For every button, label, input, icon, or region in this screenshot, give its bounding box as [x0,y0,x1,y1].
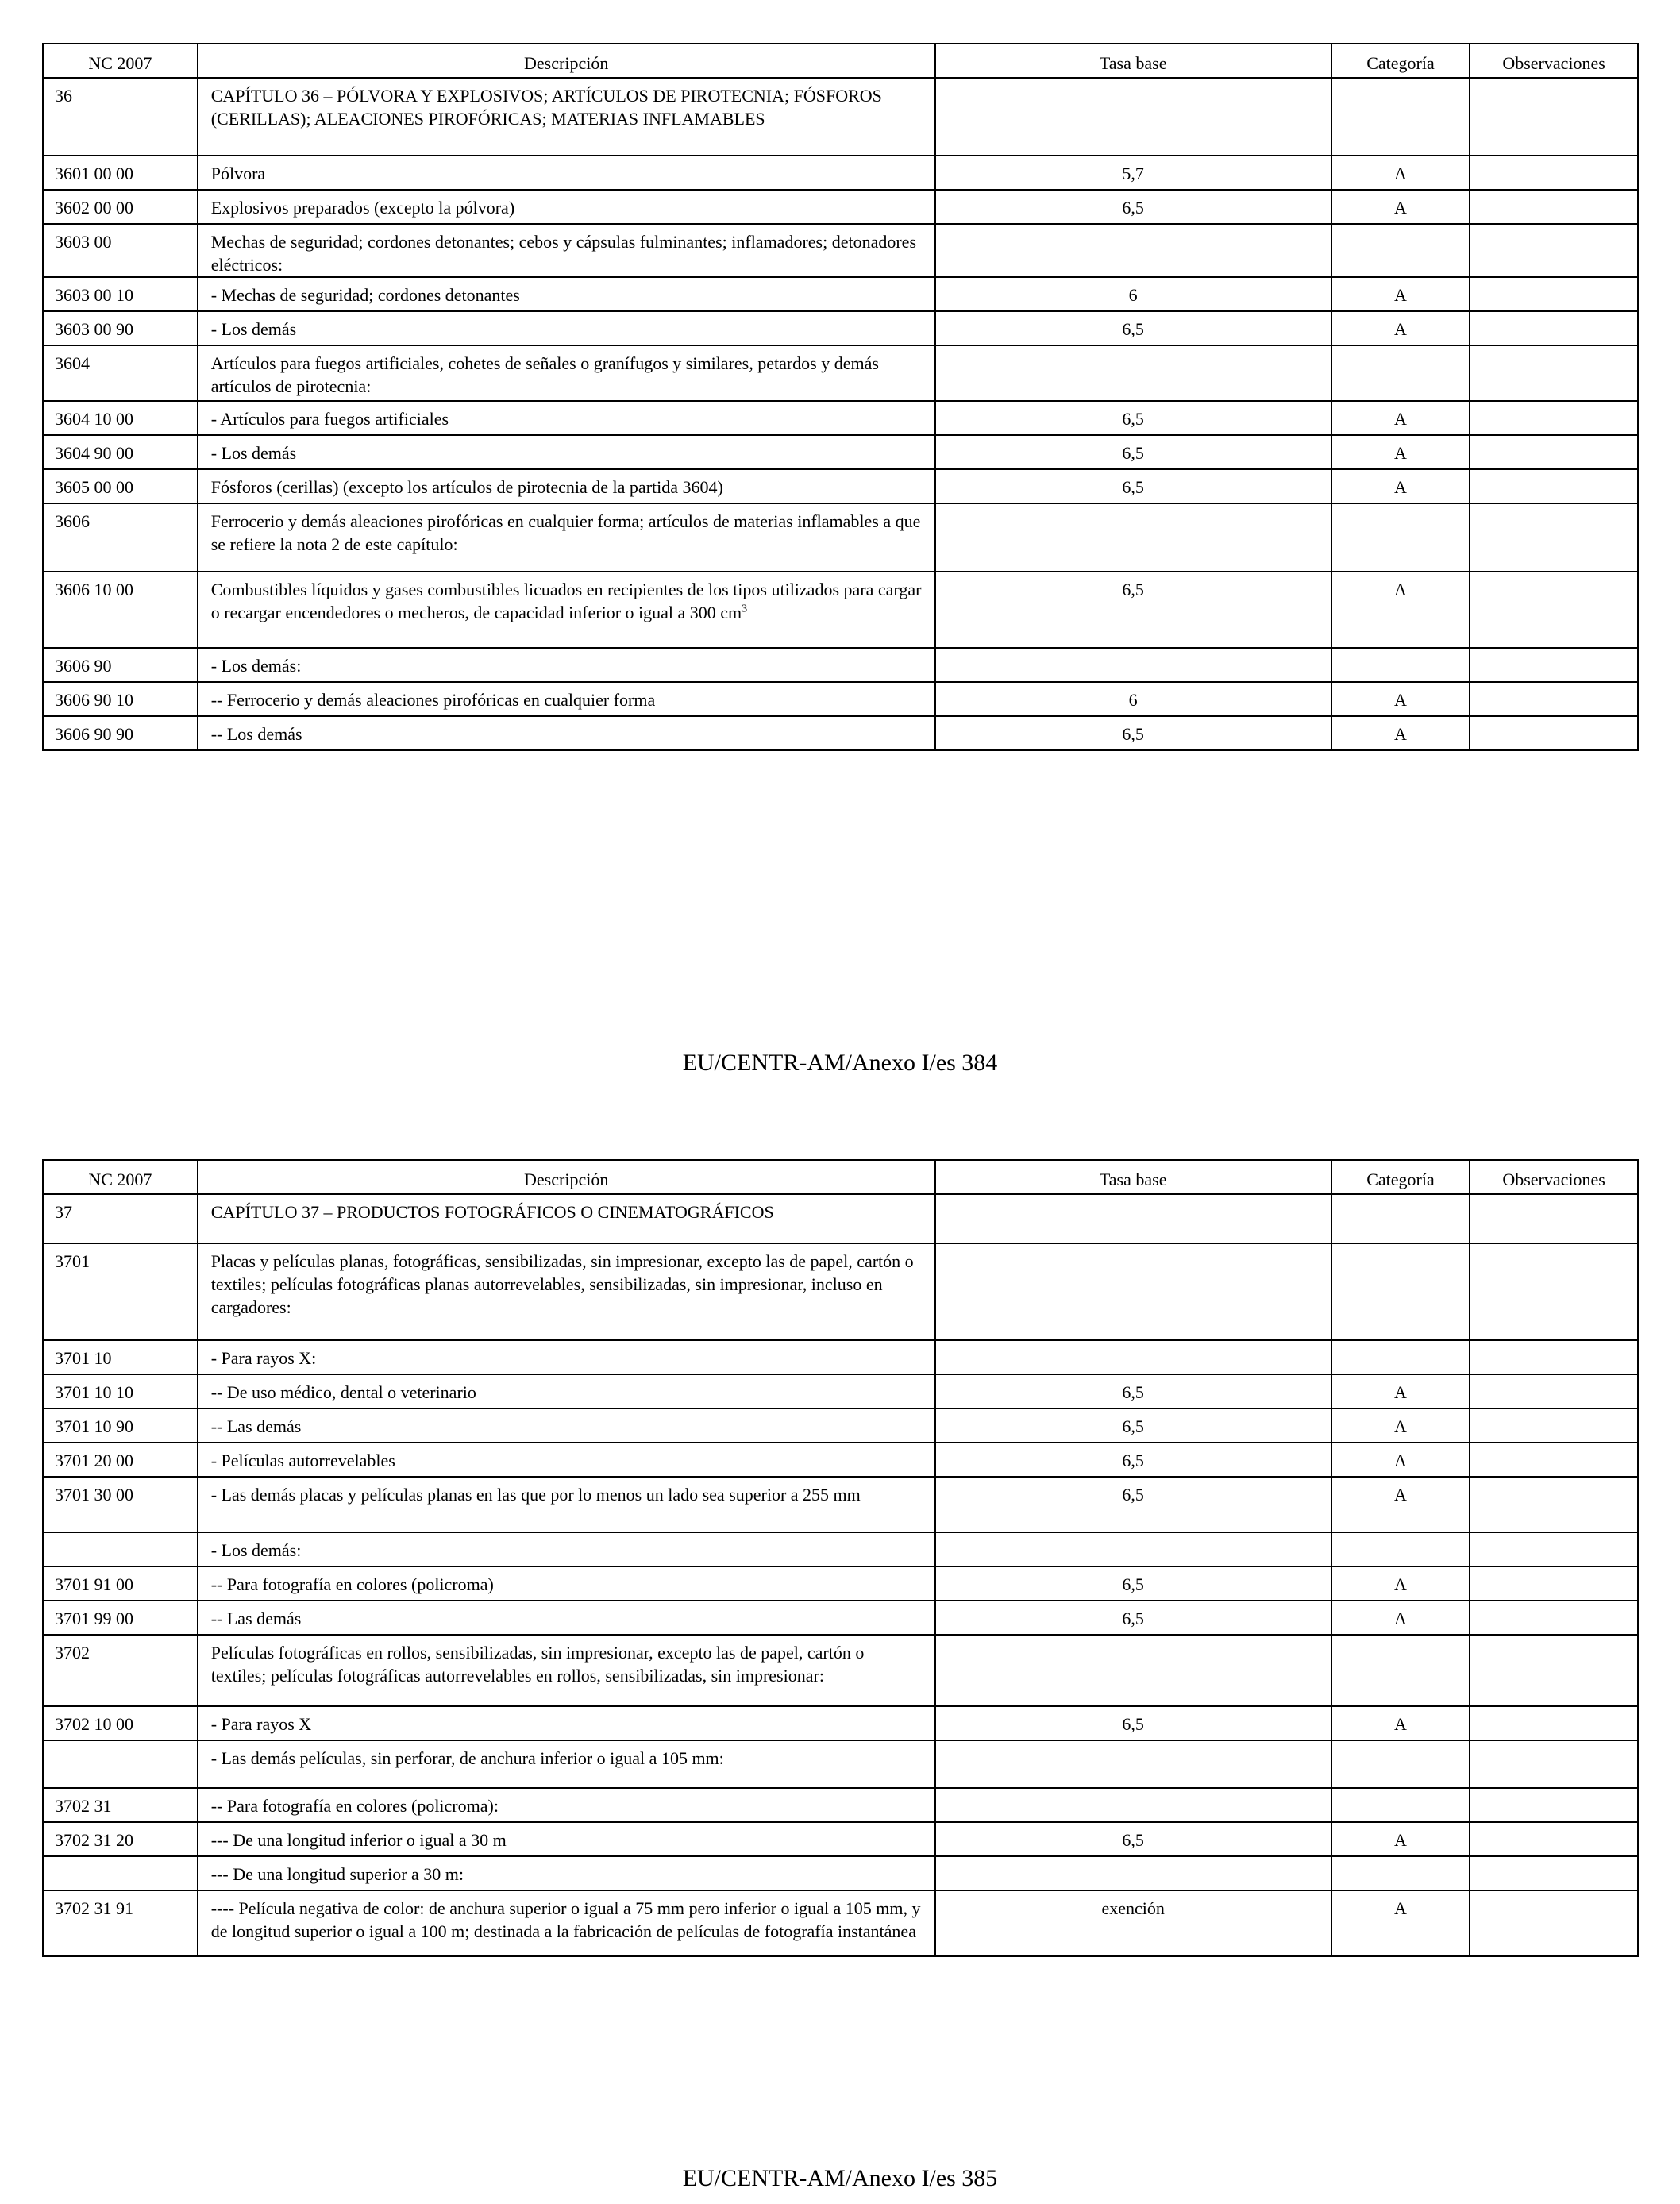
observations-cell [1470,311,1638,345]
description-cell: - Artículos para fuegos artificiales [198,401,935,435]
description-cell: Películas fotográficas en rollos, sensibilizadas, sin impresionar, excepto las de papel, cartón o textiles; películas fotográficas autorrevelables en rollos, sensibilizadas, sin impresionar: [198,1635,935,1706]
description-cell: CAPÍTULO 36 – PÓLVORA Y EXPLOSIVOS; ARTÍCULOS DE PIROTECNIA; FÓSFOROS (CERILLAS); ALEACIONES PIROFÓRICAS; MATERIAS INFLAMABLES [198,78,935,156]
base-rate-cell [935,1243,1331,1340]
category-cell: A [1331,277,1470,311]
observations-cell [1470,1194,1638,1243]
nc-code-cell: 3701 91 00 [43,1566,198,1601]
observations-cell [1470,345,1638,401]
nc-code-cell: 3702 [43,1635,198,1706]
base-rate-cell [935,1532,1331,1566]
nc-code-cell: 3702 31 [43,1788,198,1822]
nc-code-cell: 3606 90 [43,648,198,682]
header-tasa-base: Tasa base [935,1160,1331,1194]
description-cell: --- De una longitud inferior o igual a 30 m [198,1822,935,1856]
observations-cell [1470,1477,1638,1532]
nc-code-cell: 3602 00 00 [43,190,198,224]
description-cell: --- De una longitud superior a 30 m: [198,1856,935,1890]
header-observaciones: Observaciones [1470,44,1638,78]
description-cell: - Los demás: [198,648,935,682]
observations-cell [1470,503,1638,572]
observations-cell [1470,401,1638,435]
observations-cell [1470,1374,1638,1408]
description-cell: -- De uso médico, dental o veterinario [198,1374,935,1408]
table-row [43,1566,1638,1601]
table-row [43,1243,1638,1340]
description-cell: - Películas autorrevelables [198,1443,935,1477]
nc-code-cell: 3701 10 [43,1340,198,1374]
description-cell: -- Para fotografía en colores (policroma) [198,1566,935,1601]
base-rate-cell: 6,5 [935,1822,1331,1856]
nc-code-cell: 3606 10 00 [43,572,198,648]
nc-code-cell: 3603 00 90 [43,311,198,345]
base-rate-cell [935,78,1331,156]
observations-cell [1470,682,1638,716]
table-row [43,224,1638,277]
description-cell: - Los demás [198,435,935,469]
header-nc-2007: NC 2007 [43,44,198,78]
nc-code-cell: 3604 90 00 [43,435,198,469]
category-cell: A [1331,1890,1470,1956]
category-cell: A [1331,1601,1470,1635]
table-row [43,1477,1638,1532]
category-cell: A [1331,156,1470,190]
header-descripcion: Descripción [198,44,935,78]
table-row [43,572,1638,648]
table-row [43,435,1638,469]
table-row [43,1374,1638,1408]
observations-cell [1470,1243,1638,1340]
nc-code-cell: 3701 10 10 [43,1374,198,1408]
table-row [43,1788,1638,1822]
observations-cell [1470,190,1638,224]
description-cell: Combustibles líquidos y gases combustibles licuados en recipientes de los tipos utilizados para cargar o recargar encendedores o mecheros, de capacidad inferior o igual a 300 $cm^3$ [198,572,935,648]
description-cell: Ferrocerio y demás aleaciones pirofóricas en cualquier forma; artículos de materias inflamables a que se refiere la nota 2 de este capítulo: [198,503,935,572]
base-rate-cell: 6,5 [935,1443,1331,1477]
observations-cell [1470,277,1638,311]
nc-code-cell [43,1856,198,1890]
description-cell: - Los demás [198,311,935,345]
category-cell [1331,503,1470,572]
description-cell: - Para rayos X [198,1706,935,1740]
base-rate-cell: 6,5 [935,1477,1331,1532]
base-rate-cell: 6 [935,682,1331,716]
base-rate-cell [935,224,1331,277]
category-cell [1331,1788,1470,1822]
base-rate-cell: 6,5 [935,469,1331,503]
nc-code-cell: 3604 [43,345,198,401]
nc-code-cell: 36 [43,78,198,156]
base-rate-cell: 6,5 [935,401,1331,435]
base-rate-cell [935,648,1331,682]
category-cell: A [1331,1374,1470,1408]
category-cell: A [1331,401,1470,435]
observations-cell [1470,224,1638,277]
description-cell: -- Los demás [198,716,935,750]
category-cell: A [1331,682,1470,716]
tariff-table-chapter-37 [42,1159,1639,1957]
nc-code-cell: 3606 90 90 [43,716,198,750]
table-row [43,716,1638,750]
table-row [43,190,1638,224]
table-row [43,1194,1638,1243]
table-row [43,1532,1638,1566]
base-rate-cell: 6,5 [935,1408,1331,1443]
base-rate-cell: 6,5 [935,1566,1331,1601]
nc-code-cell: 3702 31 91 [43,1890,198,1956]
base-rate-cell [935,1788,1331,1822]
nc-code-cell: 3701 30 00 [43,1477,198,1532]
header-descripcion: Descripción [198,1160,935,1194]
observations-cell [1470,469,1638,503]
page-footer-384: EU/CENTR-AM/Anexo I/es 384 [682,1050,998,1076]
category-cell: A [1331,311,1470,345]
category-cell: A [1331,1477,1470,1532]
table-row [43,648,1638,682]
table-row [43,311,1638,345]
page-footer-385: EU/CENTR-AM/Anexo I/es 385 [682,2165,998,2191]
description-cell: -- Ferrocerio y demás aleaciones pirofóricas en cualquier forma [198,682,935,716]
category-cell: A [1331,716,1470,750]
table-row [43,1706,1638,1740]
observations-cell [1470,78,1638,156]
nc-code-cell: 3601 00 00 [43,156,198,190]
nc-code-cell [43,1532,198,1566]
observations-cell [1470,156,1638,190]
observations-cell [1470,1532,1638,1566]
observations-cell [1470,1566,1638,1601]
nc-code-cell: 37 [43,1194,198,1243]
observations-cell [1470,1408,1638,1443]
description-cell: - Los demás: [198,1532,935,1566]
observations-cell [1470,435,1638,469]
observations-cell [1470,572,1638,648]
table-row [43,682,1638,716]
observations-cell [1470,1740,1638,1788]
category-cell: A [1331,1706,1470,1740]
description-cell: - Las demás placas y películas planas en las que por lo menos un lado sea superior a 255 mm [198,1477,935,1532]
nc-code-cell: 3606 90 10 [43,682,198,716]
category-cell: A [1331,1408,1470,1443]
nc-code-cell: 3701 99 00 [43,1601,198,1635]
observations-cell [1470,1340,1638,1374]
header-observaciones: Observaciones [1470,1160,1638,1194]
table-row [43,1340,1638,1374]
base-rate-cell: 6,5 [935,1706,1331,1740]
description-cell: -- Para fotografía en colores (policroma): [198,1788,935,1822]
nc-code-cell: 3702 31 20 [43,1822,198,1856]
observations-cell [1470,1443,1638,1477]
category-cell [1331,1243,1470,1340]
category-cell [1331,1635,1470,1706]
table-row [43,1856,1638,1890]
header-categoria: Categoría [1331,1160,1470,1194]
observations-cell [1470,1822,1638,1856]
category-cell [1331,78,1470,156]
table-row [43,1740,1638,1788]
base-rate-cell: 6,5 [935,1601,1331,1635]
description-cell: Explosivos preparados (excepto la pólvora) [198,190,935,224]
category-cell [1331,1532,1470,1566]
header-categoria: Categoría [1331,44,1470,78]
nc-code-cell: 3702 10 00 [43,1706,198,1740]
table-header-row [43,1160,1638,1194]
category-cell [1331,1340,1470,1374]
category-cell: A [1331,190,1470,224]
header-nc-2007: NC 2007 [43,1160,198,1194]
table-row [43,78,1638,156]
observations-cell [1470,1856,1638,1890]
nc-code-cell: 3701 [43,1243,198,1340]
description-cell: Fósforos (cerillas) (excepto los artículos de pirotecnia de la partida 3604) [198,469,935,503]
category-cell [1331,1856,1470,1890]
table-row [43,1890,1638,1956]
category-cell: A [1331,1443,1470,1477]
category-cell: A [1331,435,1470,469]
category-cell [1331,648,1470,682]
header-tasa-base: Tasa base [935,44,1331,78]
description-cell: -- Las demás [198,1601,935,1635]
category-cell [1331,345,1470,401]
base-rate-cell: 6,5 [935,572,1331,648]
observations-cell [1470,1706,1638,1740]
table-row [43,156,1638,190]
table-header-row [43,44,1638,78]
base-rate-cell: exención [935,1890,1331,1956]
base-rate-cell [935,1740,1331,1788]
table-row [43,277,1638,311]
description-cell: Artículos para fuegos artificiales, cohetes de señales o granífugos y similares, petardos y demás artículos de pirotecnia: [198,345,935,401]
description-cell: - Para rayos X: [198,1340,935,1374]
table-row [43,503,1638,572]
nc-code-cell: 3605 00 00 [43,469,198,503]
description-cell: CAPÍTULO 37 – PRODUCTOS FOTOGRÁFICOS O CINEMATOGRÁFICOS [198,1194,935,1243]
observations-cell [1470,1601,1638,1635]
observations-cell [1470,1890,1638,1956]
category-cell: A [1331,1822,1470,1856]
description-cell: - Las demás películas, sin perforar, de anchura inferior o igual a 105 mm: [198,1740,935,1788]
table-row [43,1601,1638,1635]
base-rate-cell: 6,5 [935,1374,1331,1408]
description-cell: Placas y películas planas, fotográficas, sensibilizadas, sin impresionar, excepto las de papel, cartón o textiles; películas fotográficas planas autorrevelables, sensibilizadas, sin impresionar, incluso en cargadores: [198,1243,935,1340]
table-row [43,469,1638,503]
nc-code-cell: 3606 [43,503,198,572]
description-cell: - Mechas de seguridad; cordones detonantes [198,277,935,311]
nc-code-cell: 3604 10 00 [43,401,198,435]
table-row [43,401,1638,435]
base-rate-cell [935,503,1331,572]
category-cell [1331,1740,1470,1788]
table-row [43,1408,1638,1443]
base-rate-cell: 6,5 [935,716,1331,750]
description-cell: Pólvora [198,156,935,190]
category-cell [1331,224,1470,277]
table-row [43,1635,1638,1706]
observations-cell [1470,1635,1638,1706]
description-cell: Mechas de seguridad; cordones detonantes; cebos y cápsulas fulminantes; inflamadores; detonadores eléctricos: [198,224,935,277]
table-row [43,345,1638,401]
category-cell: A [1331,572,1470,648]
description-cell: ---- Película negativa de color: de anchura superior o igual a 75 mm pero inferior o igual a 105 mm, y de longitud superior o igual a 100 m; destinada a la fabricación de películas de fotografía instantánea [198,1890,935,1956]
table-row [43,1443,1638,1477]
category-cell: A [1331,1566,1470,1601]
base-rate-cell [935,345,1331,401]
nc-code-cell [43,1740,198,1788]
category-cell: A [1331,469,1470,503]
observations-cell [1470,1788,1638,1822]
observations-cell [1470,716,1638,750]
base-rate-cell: 5,7 [935,156,1331,190]
base-rate-cell: 6,5 [935,435,1331,469]
base-rate-cell [935,1635,1331,1706]
table-row [43,1822,1638,1856]
category-cell [1331,1194,1470,1243]
description-cell: -- Las demás [198,1408,935,1443]
nc-code-cell: 3701 10 90 [43,1408,198,1443]
base-rate-cell: 6,5 [935,311,1331,345]
tariff-table-chapter-36 [42,43,1639,751]
unit-superscript: 3 [742,603,748,615]
nc-code-cell: 3603 00 [43,224,198,277]
nc-code-cell: 3701 20 00 [43,1443,198,1477]
base-rate-cell [935,1194,1331,1243]
base-rate-cell: 6 [935,277,1331,311]
base-rate-cell [935,1856,1331,1890]
observations-cell [1470,648,1638,682]
nc-code-cell: 3603 00 10 [43,277,198,311]
base-rate-cell [935,1340,1331,1374]
base-rate-cell: 6,5 [935,190,1331,224]
